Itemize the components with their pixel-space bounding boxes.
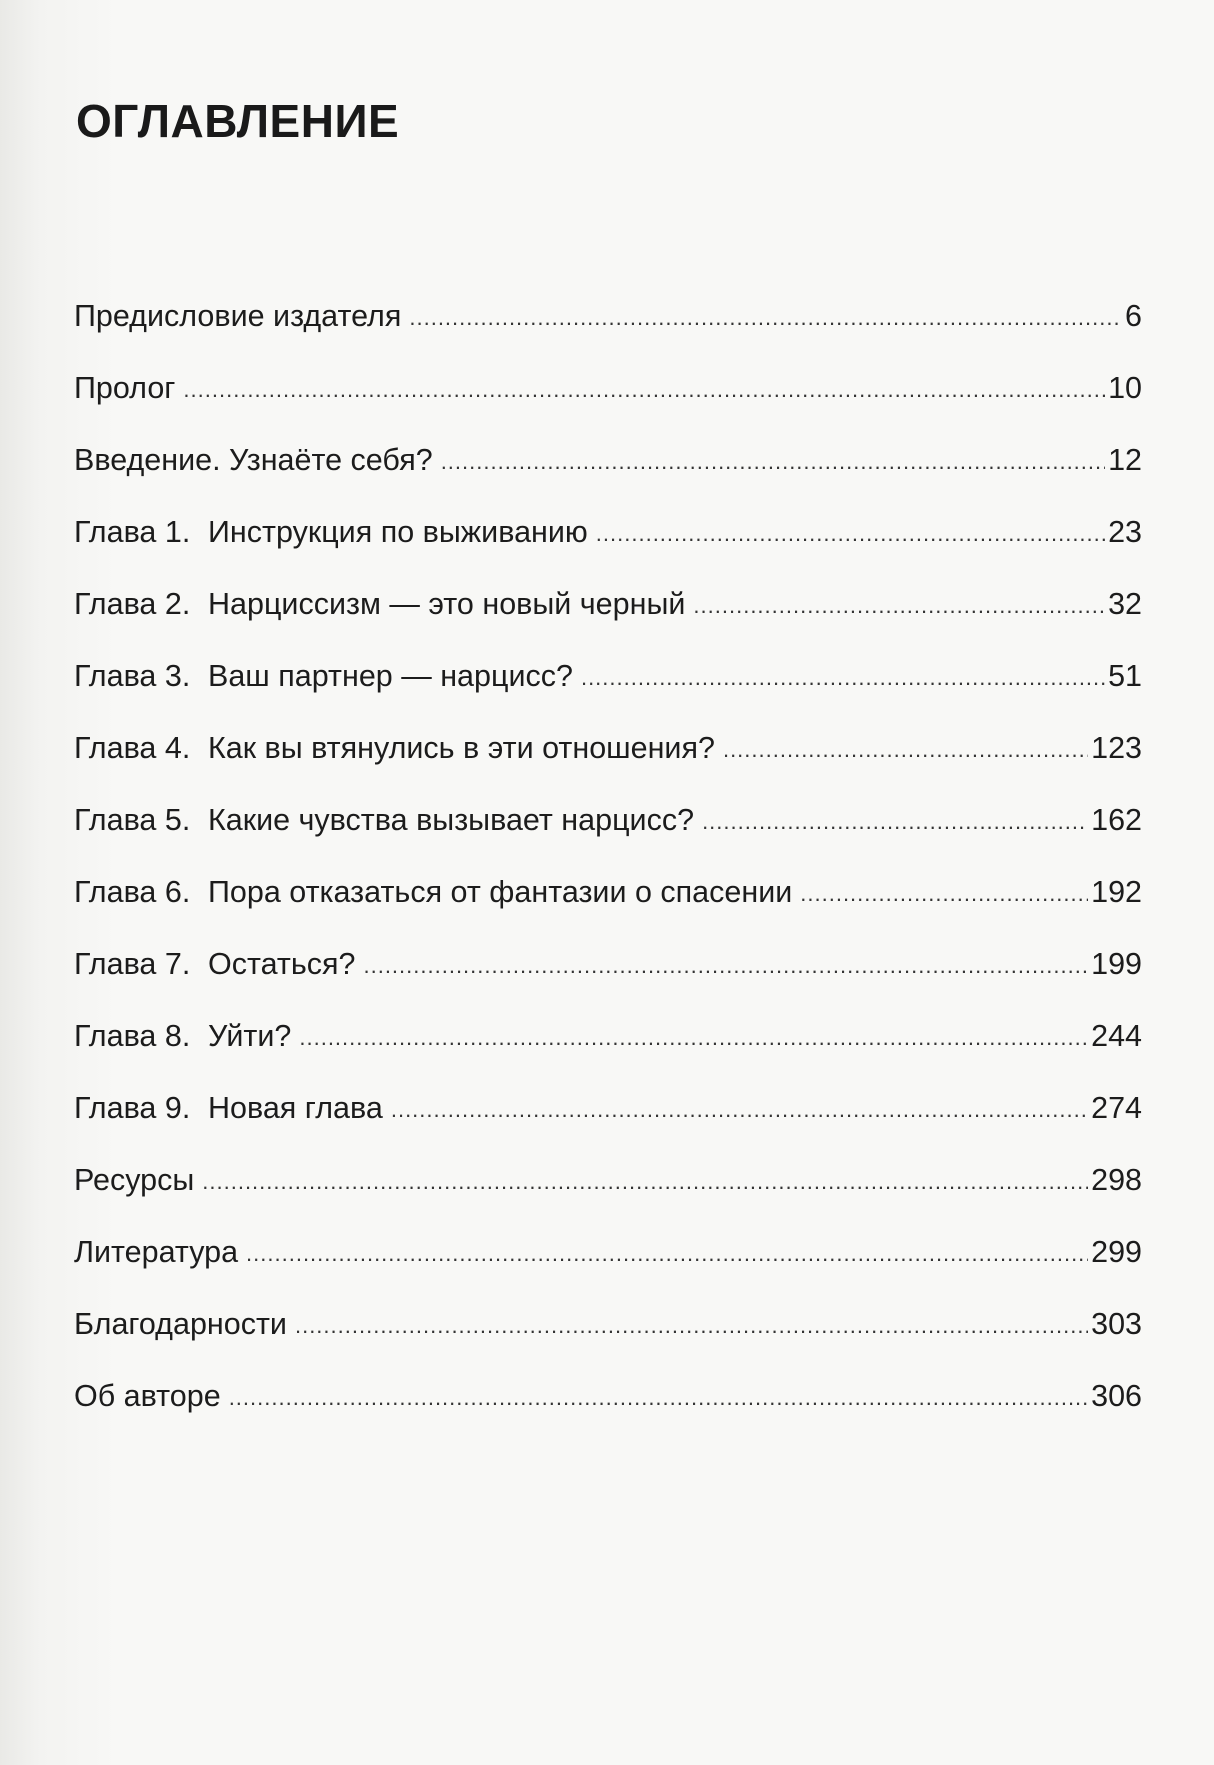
toc-entry-title: Предисловие издателя (74, 299, 402, 333)
toc-chapter-number: Глава 3. (74, 659, 191, 693)
toc-page-number: 23 (1108, 515, 1142, 549)
toc-entry-label (74, 1378, 221, 1414)
toc-entry-label (74, 874, 792, 910)
toc-entry (74, 1018, 1142, 1090)
toc-chapter-number: Глава 5. (74, 803, 191, 837)
toc-page-number: 123 (1091, 731, 1142, 765)
toc-entry-label (74, 1018, 291, 1054)
toc-chapter-number: Глава 7. (74, 947, 191, 981)
toc-entry-title: Инструкция по выживанию (208, 515, 588, 549)
toc-entry (74, 370, 1142, 442)
toc-entry-label (74, 370, 175, 406)
toc-page-number: 274 (1091, 1091, 1142, 1125)
toc-page-number: 299 (1091, 1235, 1142, 1269)
toc-chapter-number: Глава 4. (74, 731, 191, 765)
toc-chapter-number: Глава 9. (74, 1091, 191, 1125)
toc-entry-title: Благодарности (74, 1307, 287, 1341)
dot-leader (596, 516, 1105, 552)
toc-page-number: 303 (1091, 1307, 1142, 1341)
toc-entry (74, 802, 1142, 874)
toc-entry (74, 298, 1142, 370)
toc-entry (74, 946, 1142, 1018)
toc-entry-label (74, 1162, 194, 1198)
toc-entry-title: Пора отказаться от фантазии о спасении (208, 875, 793, 909)
dot-leader (702, 804, 1088, 840)
page-title: ОГЛАВЛЕНИЕ (76, 95, 400, 147)
toc-entry-title: Нарциссизм — это новый черный (208, 587, 686, 621)
toc-entry (74, 658, 1142, 730)
toc-chapter-number: Глава 6. (74, 875, 191, 909)
toc-entry-label (74, 514, 588, 550)
dot-leader (581, 660, 1105, 696)
dot-leader (409, 300, 1122, 336)
toc-page-number: 6 (1125, 299, 1142, 333)
toc-entry (74, 1090, 1142, 1162)
toc-entry-label (74, 658, 573, 694)
toc-entry-title: Ресурсы (74, 1163, 195, 1197)
toc-entry-label (74, 442, 433, 478)
toc-entry-label (74, 730, 715, 766)
toc-entry (74, 874, 1142, 946)
toc-entry (74, 730, 1142, 802)
toc-entry-title: Об авторе (74, 1379, 221, 1413)
toc-page-number: 244 (1091, 1019, 1142, 1053)
toc-entry-title: Пролог (74, 371, 176, 405)
toc-entry-title: Остаться? (208, 947, 356, 981)
toc-entry-label (74, 1234, 238, 1270)
dot-leader (723, 732, 1088, 768)
dot-leader (363, 948, 1088, 984)
toc-entry-label (74, 1306, 287, 1342)
toc-page-number: 162 (1091, 803, 1142, 837)
toc-page-number: 51 (1108, 659, 1142, 693)
toc-page-number: 32 (1108, 587, 1142, 621)
dot-leader (202, 1164, 1088, 1200)
toc-entry-title: Какие чувства вызывает нарцисс? (208, 803, 695, 837)
dot-leader (229, 1380, 1088, 1416)
toc-entry-label (74, 1090, 383, 1126)
toc-entry (74, 1162, 1142, 1234)
toc-entry-title: Уйти? (208, 1019, 292, 1053)
dot-leader (299, 1020, 1088, 1056)
toc-page-number: 199 (1091, 947, 1142, 981)
toc-entry (74, 586, 1142, 658)
toc-chapter-number: Глава 1. (74, 515, 191, 549)
table-of-contents (74, 298, 1142, 1450)
toc-page-number: 192 (1091, 875, 1142, 909)
dot-leader (246, 1236, 1088, 1272)
toc-entry-title: Как вы втянулись в эти отношения? (208, 731, 715, 765)
dot-leader (391, 1092, 1088, 1128)
toc-entry (74, 1378, 1142, 1450)
toc-entry (74, 514, 1142, 586)
toc-entry-title: Ваш партнер — нарцисс? (208, 659, 573, 693)
dot-leader (800, 876, 1088, 912)
toc-entry-title: Новая глава (208, 1091, 383, 1125)
dot-leader (441, 444, 1105, 480)
toc-page-number: 298 (1091, 1163, 1142, 1197)
toc-page-number: 306 (1091, 1379, 1142, 1413)
toc-page-number: 10 (1108, 371, 1142, 405)
toc-entry-title: Литература (74, 1235, 239, 1269)
toc-entry-label (74, 298, 401, 334)
dot-leader (183, 372, 1105, 408)
toc-page-number: 12 (1108, 443, 1142, 477)
dot-leader (693, 588, 1105, 624)
dot-leader (295, 1308, 1088, 1344)
toc-entry-label (74, 802, 694, 838)
toc-entry-label (74, 946, 355, 982)
toc-chapter-number: Глава 2. (74, 587, 191, 621)
toc-entry-title: Введение. Узнаёте себя? (74, 443, 433, 477)
toc-entry (74, 442, 1142, 514)
toc-entry-label (74, 586, 685, 622)
toc-chapter-number: Глава 8. (74, 1019, 191, 1053)
toc-entry (74, 1234, 1142, 1306)
toc-entry (74, 1306, 1142, 1378)
